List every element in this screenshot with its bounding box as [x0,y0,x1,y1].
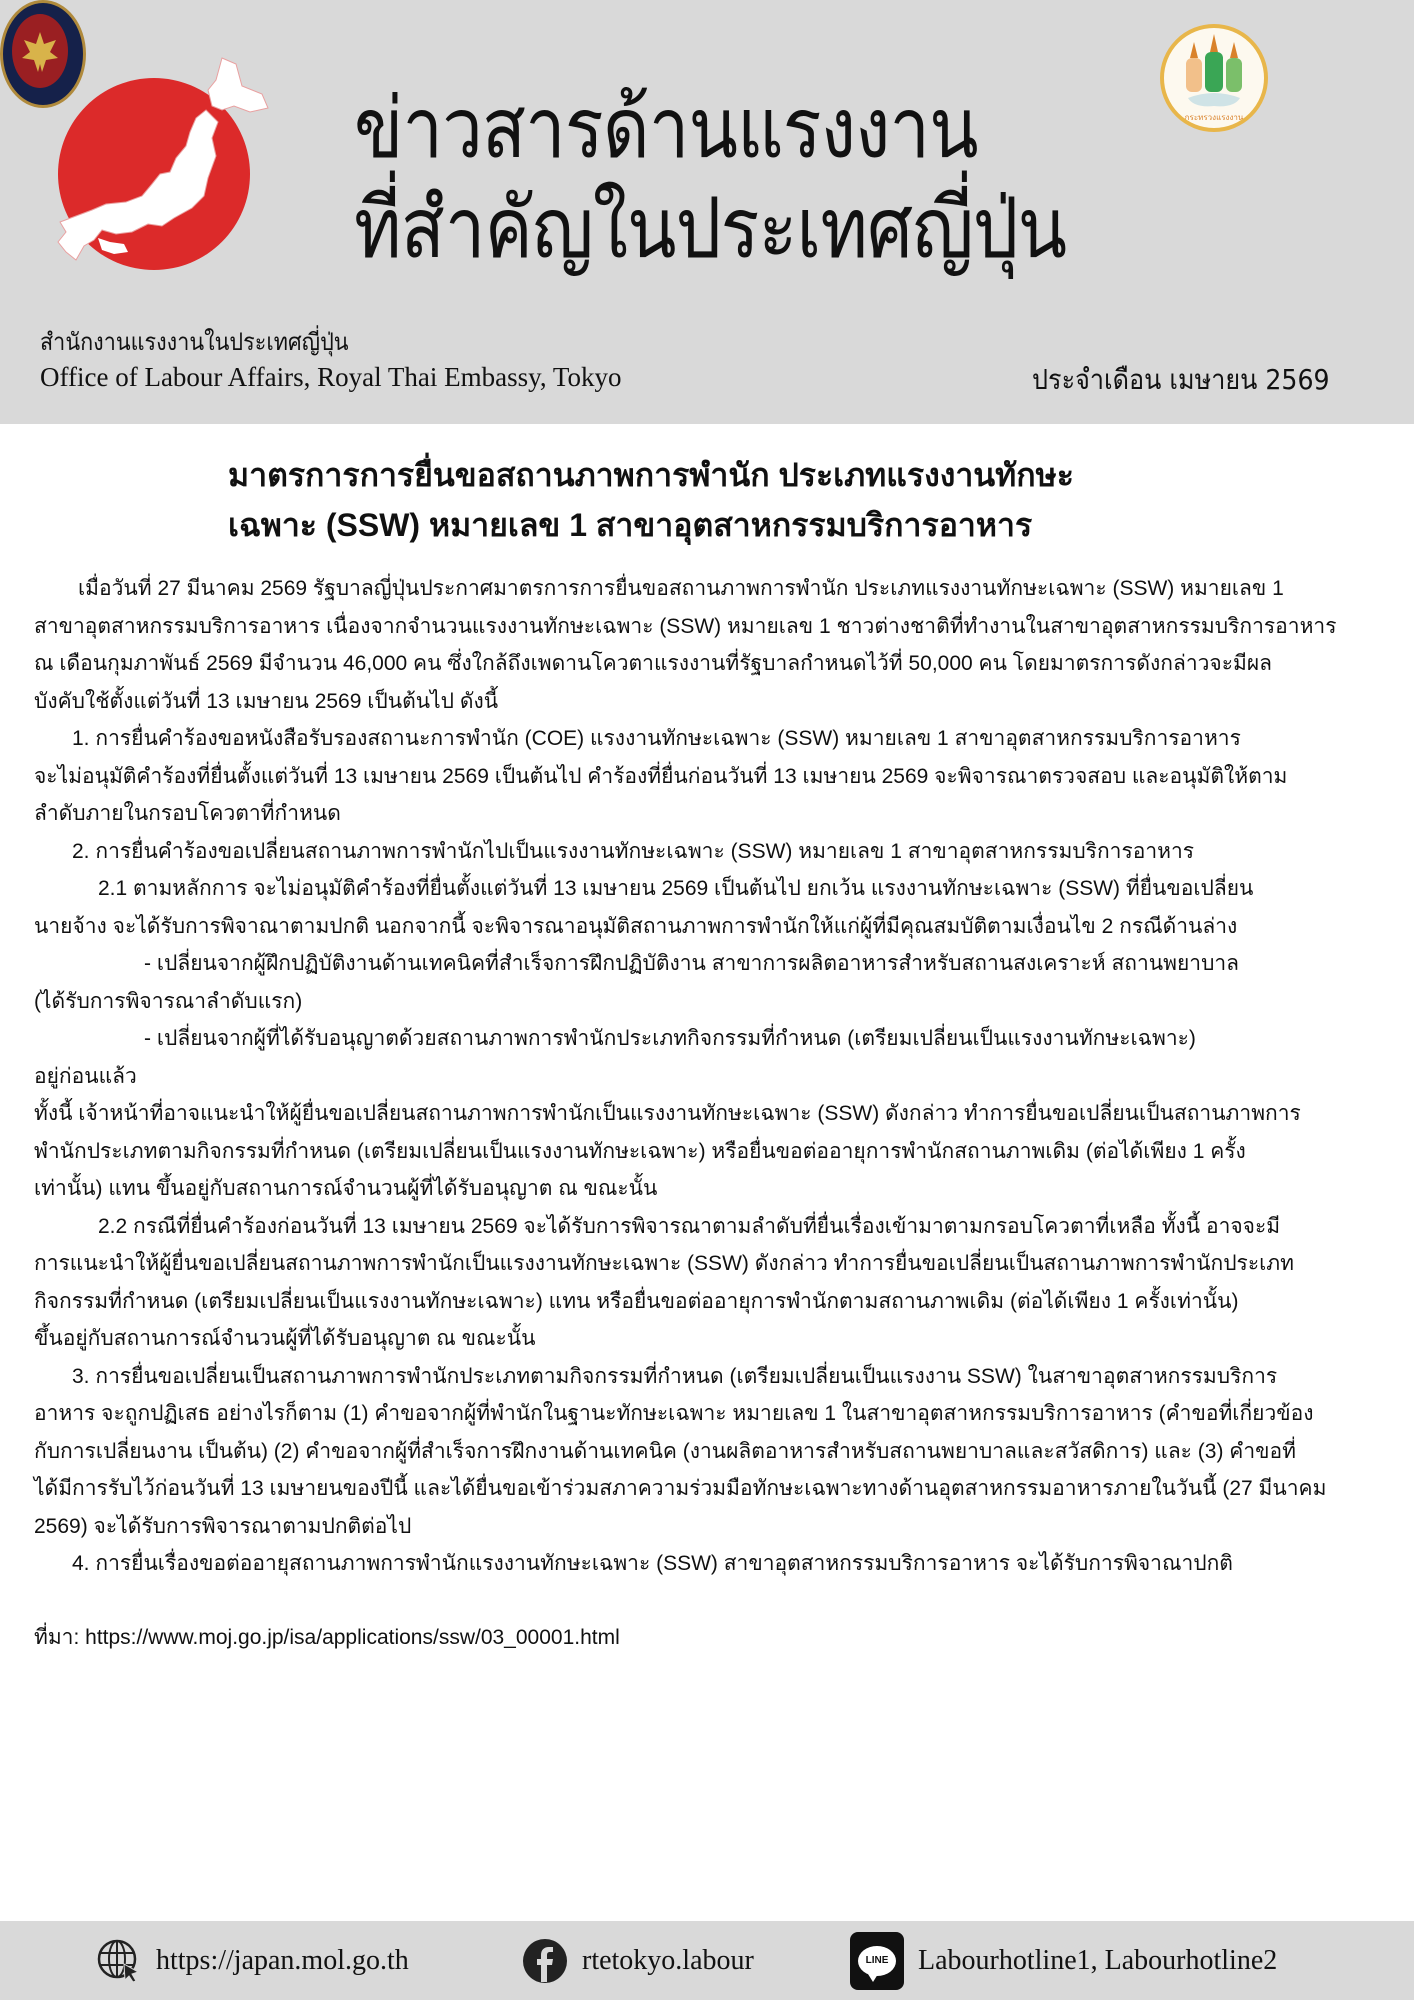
paragraph-line: เมื่อวันที่ 27 มีนาคม 2569 รัฐบาลญี่ปุ่นประกาศมาตรการการยื่นขอสถานภาพการพำนัก ประเภทแรงงานทักษะเฉพาะ (SSW) หมายเลข 1 [78,577,1284,600]
office-name-thai: สำนักงานแรงงานในประเทศญี่ปุ่น [40,328,349,356]
list-item-4: 4. การยื่นเรื่องขอต่ออายุสถานภาพการพำนักแรงงานทักษะเฉพาะ (SSW) สาขาอุตสาหกรรมบริการอาหาร จะได้รับการพิจาณาปกติ [72,1552,1233,1575]
japan-map-logo [36,46,276,276]
line-accounts: Labourhotline1, Labourhotline2 [918,1944,1278,1976]
line-contact[interactable] [850,1921,1277,2000]
source-link[interactable]: ที่มา: https://www.moj.go.jp/isa/applications/ssw/03_00001.html [34,1626,620,1649]
title-line-1: ข่าวสารด้านแรงงาน [354,79,978,177]
paragraph-line: การแนะนำให้ผู้ยื่นขอเปลี่ยนสถานภาพการพำนักเป็นแรงงานทักษะเฉพาะ (SSW) ดังกล่าว ทำการยื่นขอเปลี่ยนเป็นสถานภาพการพำนักประเภท [34,1252,1294,1275]
issue-month: ประจำเดือน เมษายน 2569 [1032,363,1330,396]
article-headline [228,450,1188,550]
paragraph-line: กิจกรรมที่กำหนด (เตรียมเปลี่ยนเป็นแรงงานทักษะเฉพาะ) แทน หรือยื่นขอต่ออายุการพำนักตามสถานภาพเดิม (ต่อได้เพียง 1 ครั้งเท่านั้น) [34,1289,1239,1313]
list-item-1: 1. การยื่นคำร้องขอหนังสือรับรองสถานะการพำนัก (COE) แรงงานทักษะเฉพาะ (SSW) หมายเลข 1 สาขาอุตสาหกรรมบริการอาหาร [72,727,1241,750]
paragraph-line: ทั้งนี้ เจ้าหน้าที่อาจแนะนำให้ผู้ยื่นขอเปลี่ยนสถานภาพการพำนักเป็นแรงงานทักษะเฉพาะ (SSW) ดังกล่าว ทำการยื่นขอเปลี่ยนเป็นสถานภาพการ [34,1102,1301,1125]
paragraph-line: อยู่ก่อนแล้ว [34,1064,137,1088]
website-link[interactable] [96,1921,409,2000]
line-app-icon: LINE [850,1932,904,1990]
paragraph-line: อาหาร จะถูกปฏิเสธ อย่างไรก็ตาม (1) คำขอจากผู้ที่พำนักในฐานะทักษะเฉพาะ หมายเลข 1 ในสาขาอุตสาหกรรมบริการอาหาร (คำขอที่เกี่ยวข้อง [34,1402,1314,1425]
bullet-item: - เปลี่ยนจากผู้ฝึกปฏิบัติงานด้านเทคนิคที่สำเร็จการฝึกปฏิบัติงาน สาขาการผลิตอาหารสำหรับสถานสงเคราะห์ สถานพยาบาล [144,952,1240,975]
paragraph-line: 2569) จะได้รับการพิจารณาตามปกติต่อไป [34,1514,412,1538]
list-item-3: 3. การยื่นขอเปลี่ยนเป็นสถานภาพการพำนักประเภทตามกิจกรรมที่กำหนด (เตรียมเปลี่ยนเป็นแรงงาน SSW) ในสาขาอุตสาหกรรมบริการ [72,1364,1278,1388]
list-item-2: 2. การยื่นคำร้องขอเปลี่ยนสถานภาพการพำนักไปเป็นแรงงานทักษะเฉพาะ (SSW) หมายเลข 1 สาขาอุตสาหกรรมบริการอาหาร [72,839,1195,863]
paragraph-line: กับการเปลี่ยนงาน เป็นต้น) (2) คำขอจากผู้ที่สำเร็จการฝึกงานด้านเทคนิค (งานผลิตอาหารสำหรับสถานพยาบาลและสวัสดิการ) และ (3) คำขอที่ [34,1439,1296,1463]
headline-line-2: เฉพาะ (SSW) หมายเลข 1 สาขาอุตสาหกรรมบริการอาหาร [228,507,1033,543]
ministry-of-labour-seal-icon [1160,24,1268,132]
website-url: https://japan.mol.go.th [156,1944,409,1976]
paragraph-line: (ได้รับการพิจารณาลำดับแรก) [34,989,303,1013]
paragraph-line: ณ เดือนกุมภาพันธ์ 2569 มีจำนวน 46,000 คน ซึ่งใกล้ถึงเพดานโควตาแรงงานที่รัฐบาลกำหนดไว้ที่ 50,000 คน โดยมาตรการดังกล่าวจะมีผล [34,652,1273,675]
paragraph-line: สาขาอุตสาหกรรมบริการอาหาร เนื่องจากจำนวนแรงงานทักษะเฉพาะ (SSW) หมายเลข 1 ชาวต่างชาติที่ทำงานในสาขาอุตสาหกรรมบริการอาหาร [34,614,1337,638]
paragraph-line: ได้มีการรับไว้ก่อนวันที่ 13 เมษายนของปีนี้ และได้ยื่นขอเข้าร่วมสภาความร่วมมือทักษะเฉพาะทางด้านอุตสาหกรรมอาหารภายในวันนี้ (27 มีนาคม [34,1477,1327,1500]
paragraph-line: พำนักประเภทตามกิจกรรมที่กำหนด (เตรียมเปลี่ยนเป็นแรงงานทักษะเฉพาะ) หรือยื่นขอต่ออายุการพำนักสถานภาพเดิม (ต่อได้เพียง 1 ครั้ง [34,1139,1246,1163]
newsletter-title [354,78,1066,278]
facebook-icon [522,1938,568,1984]
contact-footer [0,1921,1414,2000]
paragraph-line: ขึ้นอยู่กับสถานการณ์จำนวนผู้ที่ได้รับอนุญาต ณ ขณะนั้น [34,1327,536,1350]
svg-text:กระทรวงแรงงาน: กระทรวงแรงงาน [1184,113,1244,122]
facebook-link[interactable] [522,1921,754,2000]
office-name-english: Office of Labour Affairs, Royal Thai Embassy, Tokyo [40,362,622,392]
paragraph-line: ลำดับภายในกรอบโควตาที่กำหนด [34,802,341,825]
list-item-2-2: 2.2 กรณีที่ยื่นคำร้องก่อนวันที่ 13 เมษายน 2569 จะได้รับการพิจารณาตามลำดับที่ยื่นเรื่องเข้ามาตามกรอบโควตาที่เหลือ ทั้งนี้ อาจจะมี [98,1214,1281,1238]
article-body [34,570,1384,1583]
newsletter-header [0,0,1414,424]
facebook-handle: rtetokyo.labour [582,1944,754,1976]
paragraph-line: บังคับใช้ตั้งแต่วันที่ 13 เมษายน 2569 เป็นต้นไป ดังนี้ [34,689,499,713]
bullet-item: - เปลี่ยนจากผู้ที่ได้รับอนุญาตด้วยสถานภาพการพำนักประเภทกิจกรรมที่กำหนด (เตรียมเปลี่ยนเป็นแรงงานทักษะเฉพาะ) [144,1027,1196,1050]
title-line-2: ที่สำคัญในประเทศญี่ปุ่น [354,179,1067,277]
paragraph-line: จะไม่อนุมัติคำร้องที่ยื่นตั้งแต่วันที่ 13 เมษายน 2569 เป็นต้นไป คำร้องที่ยื่นก่อนวันที่ 13 เมษายน 2569 จะพิจารณาตรวจสอบ และอนุมัติให้ตาม [34,764,1288,788]
headline-line-1: มาตรการการยื่นขอสถานภาพการพำนัก ประเภทแรงงานทักษะ [228,457,1074,493]
list-item-2-1: 2.1 ตามหลักการ จะไม่อนุมัติคำร้องที่ยื่นตั้งแต่วันที่ 13 เมษายน 2569 เป็นต้นไป ยกเว้น แรงงานทักษะเฉพาะ (SSW) ที่ยื่นขอเปลี่ยน [98,877,1254,900]
paragraph-line: นายจ้าง จะได้รับการพิจาณาตามปกติ นอกจากนี้ จะพิจารณาอนุมัติสถานภาพการพำนักให้แก่ผู้ที่มีคุณสมบัติตามเงื่อนไข 2 กรณีด้านล่าง [34,914,1238,938]
globe-cursor-icon [96,1938,142,1984]
paragraph-line: เท่านั้น) แทน ขึ้นอยู่กับสถานการณ์จำนวนผู้ที่ได้รับอนุญาต ณ ขณะนั้น [34,1177,658,1200]
